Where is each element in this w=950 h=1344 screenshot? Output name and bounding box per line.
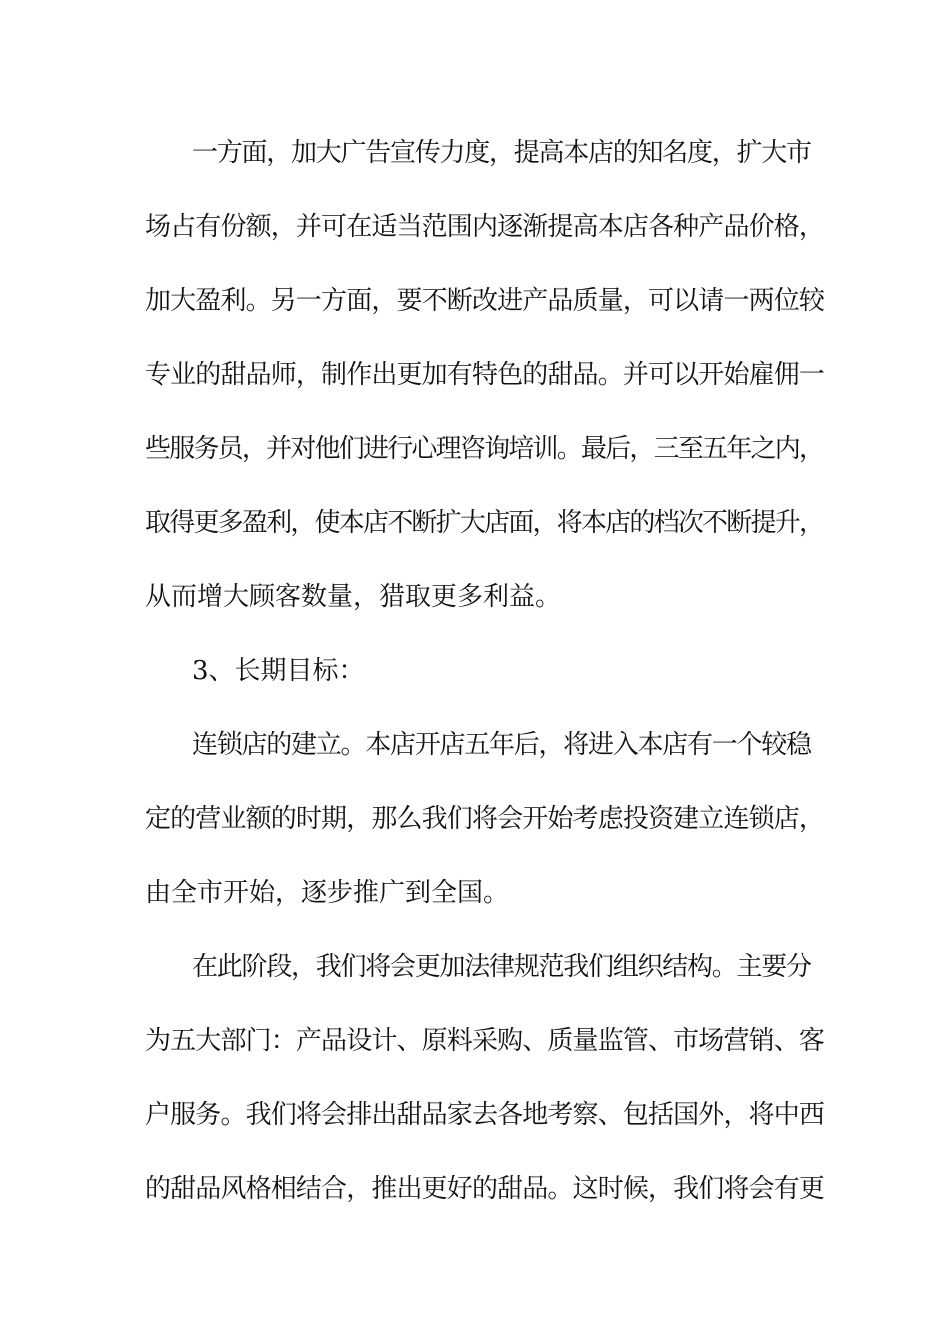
paragraph-line: 在此阶段，我们将会更加法律规范我们组织结构。主要分 bbox=[192, 952, 811, 982]
paragraph-line: 取得更多盈利，使本店不断扩大店面，将本店的档次不断提升， bbox=[145, 508, 824, 538]
paragraph-line: 的甜品风格相结合，推出更好的甜品。这时候，我们将会有更 bbox=[145, 1174, 825, 1204]
paragraph-line: 户服务。我们将会排出甜品家去各地考察、包括国外，将中西 bbox=[145, 1100, 825, 1130]
paragraph-line: 场占有份额，并可在适当范围内逐渐提高本店各种产品价格， bbox=[145, 212, 825, 242]
paragraph-line: 加大盈利。另一方面，要不断改进产品质量，可以请一两位较 bbox=[145, 286, 825, 316]
paragraph-line: 定的营业额的时期，那么我们将会开始考虑投资建立连锁店， bbox=[145, 804, 825, 834]
paragraph-line: 连锁店的建立。本店开店五年后，将进入本店有一个较稳 bbox=[192, 730, 811, 760]
paragraph-line: 些服务员，并对他们进行心理咨询培训。最后，三至五年之内， bbox=[145, 434, 824, 464]
paragraph-line: 由全市开始，逐步推广到全国。 bbox=[145, 878, 510, 908]
paragraph-line: 从而增大顾客数量，猎取更多利益。 bbox=[145, 582, 562, 612]
paragraph-line: 一方面，加大广告宣传力度，提高本店的知名度，扩大市 bbox=[192, 138, 811, 168]
section-heading: 3、长期目标： bbox=[192, 656, 365, 686]
paragraph-line: 为五大部门：产品设计、原料采购、质量监管、市场营销、客 bbox=[145, 1026, 825, 1056]
paragraph-line: 专业的甜品师，制作出更加有特色的甜品。并可以开始雇佣一 bbox=[145, 360, 825, 390]
